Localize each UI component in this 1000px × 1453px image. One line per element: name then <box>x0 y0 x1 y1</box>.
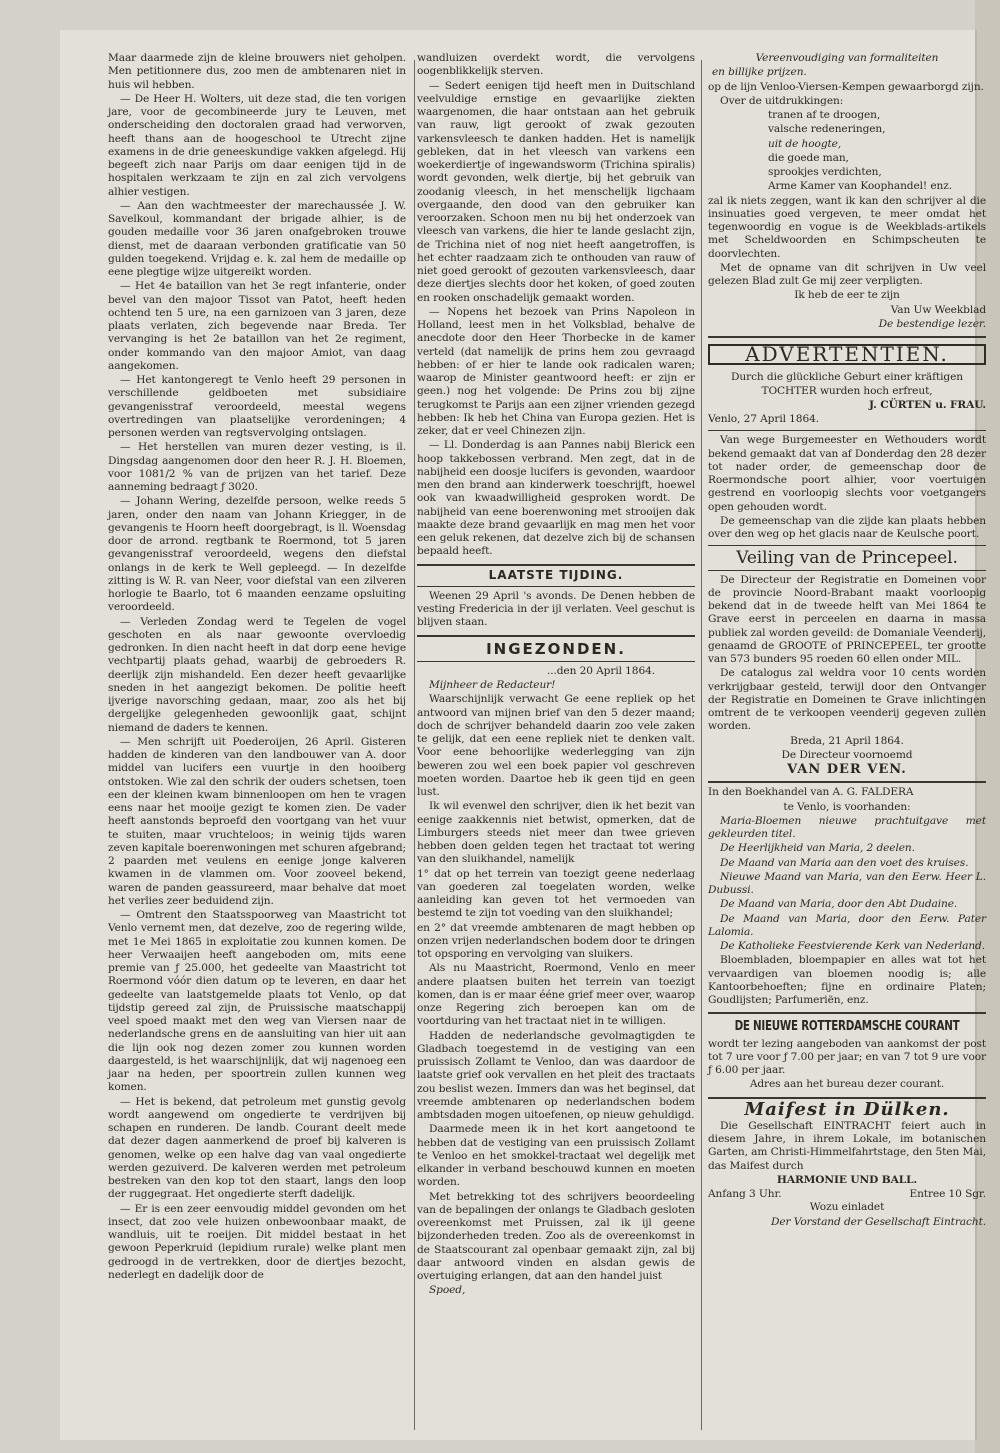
letter-paragraph: Met betrekking tot des schrijvers beoordeeling van de bepalingen der onlangs te Gladbach gesloten overeenkomst met Pruissen, zal ik ijl geene bijzonderheden treden. Zoo als de overeenkomst in de Staatscourant zal openbaar gemaakt zijn, zal bij daar antwoord vinden en alsdan gewis de overtuiging erlangen, dat aan den handel juist <box>417 1190 695 1282</box>
letter-paragraph: Hadden de nederlandsche gevolmagtigden te Gladbach toegestemd in de vestiging van een pruissisch Zollamt te Venloo, dan was daardoor de laatste grief ook vervallen en het pleit des tractaats zou beslist wezen. Immers dan was het beginsel, dat vreemde ambtenaren op nederlandschen bodem ambtsdaden mogen uitoefenen, op nieuw gehuldigd. <box>417 1029 695 1121</box>
column-rule-2 <box>701 60 702 1430</box>
article-paragraph: — De Heer H. Wolters, uit deze stad, die ten vorigen jare, voor de gecombineerde jury te Leuven, met onderscheiding den doctoralen graad had verworven, heeft thans aan de hoogeschool te Utrecht zijne examens in de drie geneeskundige vakken afgelegd. Hij begeeft zich naar Parijs om daar eenigen tijd in de hospitalen werkzaam te zijn en zal zich vervolgens alhier vestigen. <box>108 92 406 198</box>
column-3 <box>708 52 986 1230</box>
ad-divider <box>708 1012 986 1014</box>
ad-divider <box>708 781 986 783</box>
laatste-tijding-heading: LAATSTE TIJDING. <box>488 567 624 582</box>
section-divider <box>417 586 695 587</box>
article-paragraph: — Er is een zeer eenvoudig middel gevonden om het insect, dat zoo vele huizen onbewoonbaar maakt, de wandluis, uit te roeijen. Dit middel bestaat in het gewoon Peperkruid (lepidium rurale) welke plant men gedroogd in de vertrekken, door de diertjes bezocht, nederlegt en dadelijk door de <box>108 1202 406 1281</box>
book-item: De Maand van Maria aan den voet des kruises. <box>720 856 969 869</box>
boekhandel-intro: te Venlo, is voorhanden: <box>783 800 911 813</box>
advertentien-heading: ADVERTENTIEN. <box>708 344 986 365</box>
book-item: De Heerlijkheid van Maria, 2 deelen. <box>720 842 915 855</box>
book-item: Maria-Bloemen nieuwe prachtuitgave met gekleurden titel. <box>708 814 986 840</box>
letter-continuation: Vereenvoudiging van formaliteiten <box>755 52 939 64</box>
quoted-phrase: die goede man, <box>768 151 849 164</box>
ad-divider <box>708 570 986 571</box>
book-item: Nieuwe Maand van Maria, van den Eerw. Heer L. Dubussi. <box>708 870 986 896</box>
article-paragraph: — Johann Wering, dezelfde persoon, welke reeds 5 jaren, onder den naam van Johann Kriegger, in de gevangenis te Hoorn heeft doorgebragt, is ll. Woensdag door de arrond. regtbank te Roermond, tot 5 jaren gevangenisstraf veroordeeld, wegens den diefstal onlangs in de kerk te Well gepleegd. — In dezelfde zitting is W. R. van Neer, voor diefstal van een zilveren horlogie te Baarlo, tot 6 maanden eenzame opsluiting veroordeeld. <box>108 495 406 614</box>
quoted-phrase: uit de hoogte, <box>768 137 842 150</box>
letter-dateline: ...den 20 April 1864. <box>546 664 655 677</box>
maifest-invite: Wozu einladet <box>809 1201 885 1214</box>
letter-paragraph: Waarschijnlijk verwacht Ge eene repliek op het antwoord van mijnen brief van den 5 dezer maand; doch de schrijver behandeld daarin zoo vele zaken te gelijk, dat een eene repliek niet te denken valt. Voor eene behoorlijke wederlegging van zijn beweren zou wel een boek papier vol geschreven moeten worden. Daartoe heb ik geen tijd en geen lust. <box>417 693 695 798</box>
letter-salutation: Mijnheer de Redacteur! <box>429 679 556 691</box>
article-paragraph: — Aan den wachtmeester der marechaussée J. W. Savelkoul, kommandant der brigade alhier, is de gouden medaille voor 36 jaren onafgebroken trouwe dienst, met de daaraan verbonden gratificatie van 50 gulden toegekend. Vrijdag e. k. zal hem de medaille op eene plegtige wijze uitgereikt worden. <box>108 199 406 278</box>
courant-text: wordt ter lezing aangeboden van aankomst der post tot 7 ure voor ƒ 7.00 per jaar; en van 7 tot 9 ure voor ƒ 6.00 per jaar. <box>708 1037 986 1076</box>
letter-continuation: zal ik niets zeggen, want ik kan den schrijver al die insinuaties goed vergeven, te meer omdat het tegenwoordig en vogue is de Weekblads-artikels met Scheldwoorden en Schimpscheuten te doorvlechten. <box>708 194 986 260</box>
quoted-phrase: Arme Kamer van Koophandel! enz. <box>768 180 952 193</box>
maifest-heading: Maifest in Dülken. <box>744 1098 950 1120</box>
municipal-notice: De gemeenschap van die zijde kan plaats hebben over den weg op het glacis naar de Keulsche poort. <box>708 514 986 540</box>
newspaper-page <box>60 30 986 1440</box>
quoted-phrase: sprookjes verdichten, <box>768 166 882 178</box>
letter-continuation: Over de uitdrukkingen: <box>720 94 844 107</box>
letter-paragraph: Daarmede meen ik in het kort aangetoond te hebben dat de vestiging van een pruissisch Zollamt te Venloo en het smokkel-tractaat wel degelijk met elkander in verband beschouwd kunnen en moeten worden. <box>417 1123 695 1189</box>
veiling-heading: Veiling van de Princepeel. <box>736 548 958 569</box>
letter-paragraph: en 2° dat vreemde ambtenaren de magt hebben op onzen vrijen nederlandschen bodem door te dringen tot opsporing en vervolging van sluikers. <box>417 921 695 960</box>
veiling-signer: VAN DER VEN. <box>787 762 907 777</box>
letter-paragraph: 1° dat op het terrein van toezigt geene nederlaag van goederen zal toegelaten worden, welke aanleiding kan geven tot het vermoeden van bestemd te zijn tot voeding van den sluikhandel; <box>417 867 695 920</box>
veiling-text: De catalogus zal weldra voor 10 cents worden verkrijgbaar gesteld, terwijl door den Ontvanger der Registratie en Domeinen te Grave inlichtingen omtrent de te verkoopen veenderij gegeven zullen worden. <box>708 667 986 733</box>
column-1 <box>108 52 406 1283</box>
letter-continued: Spoed, <box>429 1284 466 1297</box>
quoted-phrase: tranen af te droogen, <box>768 109 881 121</box>
birth-announcement: Durch die glückliche Geburt einer kräftigen TOCHTER wurden hoch erfreut, <box>731 371 963 397</box>
article-paragraph: — Nopens het bezoek van Prins Napoleon in Holland, leest men in het Volksblad, behalve de anecdote door den Heer Thorbecke in de kamer verteld (dat namelijk de prins hem zou gevraagd hebben: of er hier te lande ook radicalen waren; waarop de Minister geantwoord heeft: er zijn er geen.) nog het volgende: De Prins zou bij zijne terugkomst te Parijs aan een zijner vrienden gezegd hebben: Ik heb het China van Europa gezien. Het is zeker, dat er veel Chinezen zijn. <box>417 305 695 437</box>
letter-continuation: en billijke prijzen. <box>712 66 807 79</box>
letter-closing: Ik heb de eer te zijn <box>794 289 900 302</box>
article-paragraph: — Het 4e bataillon van het 3e regt infanterie, onder bevel van den majoor Tissot van Patot, heeft heden ochtend ten 5 ure, na een garnizoen van 3 jaren, deze plaats verlaten, zich begevende naar Breda. Ter vervanging is het 2e bataillon van het 2e regiment, onder kommando van den majoor Amiot, van daag aangekomen. <box>108 280 406 372</box>
article-paragraph: — Het herstellen van muren dezer vesting, is il. Dingsdag aangenomen door den heer R. J. H. Bloemen, voor 1081/2 % van de prijzen van het tarief. Deze aanneming bedraagt ƒ 3020. <box>108 441 406 493</box>
quoted-phrase: valsche redeneringen, <box>768 123 886 136</box>
courant-heading: DE NIEUWE ROTTERDAMSCHE COURANT <box>734 1018 960 1035</box>
article-paragraph: — Ll. Donderdag is aan Pannes nabij Blerick een hoop takkebossen verbrand. Men zegt, dat in de nabijheid een doosje lucifers is gevonden, waardoor men den brand aan kinderwerk toeschrijft, hoewel ook van kwaadwilligheid gesproken wordt. De nabijheid van eene boerenwoning met strooijen dak maakte deze brand gevaarlijk en mag men het voor een geluk rekenen, dat dezelve zich bij de schansen bepaald heeft. <box>417 439 695 558</box>
letter-closing: Van Uw Weekblad <box>890 303 986 316</box>
book-item: De Katholieke Feestvierende Kerk van Nederland. <box>720 940 986 952</box>
letter-continuation: op de lijn Venloo-Viersen-Kempen gewaarborgd zijn. <box>708 80 984 93</box>
municipal-notice: Van wege Burgemeester en Wethouders wordt bekend gemaakt dat van af Donderdag den 28 dezer tot nader order, de gemeenschap door de Roermondsche poort alhier, voor voertuigen gestrend en voorloopig slechts voor voetgangers open gehouden wordt. <box>708 434 986 513</box>
ingezonden-heading: INGEZONDEN. <box>486 639 626 658</box>
section-divider <box>417 661 695 662</box>
birth-announcement-names: J. CÜRTEN u. FRAU. <box>869 398 986 411</box>
article-paragraph: — Het kantongeregt te Venlo heeft 29 personen in verschillende geldboeten met subsidiaire gevangenisstraf veroordeeld, meestal wegens overtredingen van plaatselijke verordeningen; 4 personen werden van regtsvervolging ontslagen. <box>108 374 406 439</box>
article-paragraph: — Verleden Zondag werd te Tegelen de vogel geschoten en als naar gewoonte overvloedig gedronken. In dien nacht heeft in dat dorp eene hevige vechtpartij plaats gehad, waarbij de gebroeders R. deerlijk zijn mishandeld. Een dezer heeft gevaarlijke sneden in het aangezigt bekomen. De politie heeft ijverige navorsching gedaan, maar, zoo als het bij dergelijke gelegenheden gewoonlijk gaat, schijnt niemand de daders te kennen. <box>108 615 406 734</box>
courant-address: Adres aan het bureau dezer courant. <box>749 1078 945 1091</box>
column-rule-1 <box>414 60 415 1430</box>
maifest-anfang: Anfang 3 Uhr. <box>708 1188 782 1200</box>
veiling-signer-title: De Directeur voornoemd <box>781 748 913 761</box>
boekhandel-intro: In den Boekhandel van A. G. FALDERA <box>708 786 914 799</box>
veiling-date: Breda, 21 April 1864. <box>790 734 904 747</box>
letter-paragraph: Als nu Maastricht, Roermond, Venlo en meer andere plaatsen buiten het terrein van toezigt komen, dan is er maar ééne grief meer over, waarop onze Regering zich beroepen kan om de voortduring van het tractaat niet in te willigen. <box>417 962 695 1028</box>
article-paragraph: — Sedert eenigen tijd heeft men in Duitschland veelvuldige ernstige en gevaarlijke ziekten waargenomen, die haar ontstaan aan het gebruik van rauw, ligt gerookt of zwak gezouten varkensvleesch te danken hadden. Het is namelijk gebleken, dat in het vleesch van varkens een woekerdiertje of ingewandsworm (Trichina spiralis) wordt gevonden, welk diertje, bij het gebruik van zoodanig vleesch, in het menschelijk ligchaam overgaande, den dood van den gebruiker kan veroorzaken. Schoon men nu bij het onderzoek van vleesch van varkens, die hier te lande geslacht zijn, de Trichina niet of nog niet heeft aangetroffen, is het echter raadzaam zich te onthouden van rauw of niet goed gerookt of gezouten varkensvleesch, daar deze diertjes slechts door het koken, of goed zouten en rooken onschadelijk gemaakt worden. <box>417 79 695 304</box>
maifest-text: Die Gesellschaft EINTRACHT feiert auch in diesem Jahre, in ihrem Lokale, im botanischen Garten, am Christi-Himmelfahrtstage, den 5ten Mai, das Maifest durch <box>708 1119 986 1172</box>
section-divider <box>417 564 695 566</box>
ad-divider <box>708 430 986 431</box>
maifest-signer: Der Vorstand der Gesellschaft Eintracht. <box>770 1215 986 1228</box>
maifest-times <box>708 1188 986 1201</box>
section-divider <box>708 336 986 338</box>
letter-signature: De bestendige lezer. <box>878 317 986 330</box>
book-item: De Maand van Maria, door den Abt Dudaine. <box>720 898 958 911</box>
laatste-tijding-text: Weenen 29 April 's avonds. De Denen hebben de vesting Fredericia in der ijl verlaten. Veel geschut is blijven staan. <box>417 589 695 629</box>
veiling-text: De Directeur der Registratie en Domeinen voor de provincie Noord-Brabant maakt voorloopig bekend dat in de tweede helft van Mei 1864 te Grave eerst in perceelen en daarna in massa publiek zal worden geveild: de Domaniale Veenderij, genaamd de GROOTE of PRINCEPEEL, ter grootte van 573 bunders 95 roeden 60 ellen onder MIL. <box>708 573 986 665</box>
column-2 <box>417 52 695 1299</box>
book-item: Bloembladen, bloempapier en alles wat tot het vervaardigen van bloemen noodig is; alle Kantoorbehoeften; fijne en ordinaire Platen; Goudlijsten; Parfumeriën, enz. <box>708 954 986 1006</box>
section-divider <box>417 635 695 637</box>
maifest-entree: Entree 10 Sgr. <box>909 1188 986 1200</box>
article-paragraph: — Het is bekend, dat petroleum met gunstig gevolg wordt aangewend om ongedierte te verdrijven bij schapen en runderen. De landb. Courant deelt mede dat dezer dagen aanmerkend de proef bij kalveren is genomen, welke op een halve dag van vaal ongedierte werden gezuiverd. De kalveren werden met petroleum bestreken van den kop tot den staart, langs den loop der ruggegraat. Het ongedierte sterft dadelijk. <box>108 1095 406 1201</box>
article-paragraph: — Omtrent den Staatsspoorweg van Maastricht tot Venlo vernemt men, dat dezelve, zoo de regering wilde, met 1e Mei 1865 in exploitatie zou kunnen komen. De heer Verwaaijen heeft aangeboden om, mits eene premie van ƒ 25.000, het gedeelte van Maastricht tot Roermond vóór dien datum op te leveren, en daar het gedeelte van laatstgemelde plaats tot Venlo, op dat tijdstip gereed zal zijn, de Pruissische maatschappij veel spoed maakt met den weg van Viersen naar de nederlandsche grens en de aansluiting van hier uit aan die lijn ook nog dezen zomer zou kunnen worden daargesteld, is het waarschijnlijk, dat wij nagenoeg een jaar na heden, per spoortrein zullen kunnen weg komen. <box>108 909 406 1094</box>
ad-divider <box>708 545 986 546</box>
book-item: De Maand van Maria, door den Eerw. Pater Lalomia. <box>708 912 986 938</box>
article-paragraph: wandluizen overdekt wordt, die vervolgens oogenblikkelijk sterven. <box>417 52 695 78</box>
article-paragraph: — Men schrijft uit Poederoijen, 26 April. Gisteren hadden de kinderen van den landbouwer van A. door middel van lucifers een vuurtje in den hooiberg ontstoken. Wie zal den schrik der ouders schetsen, toen een der kleinen kwam binnenloopen om hen te vragen eens naar het mooije gezigt te komen zien. De vader heeft aanstonds beproefd den voortgang van het vuur te stuiten, maar vruchteloos; in weinig tijds waren zeven kapitale boerenwoningen met schuren afgebrand; 2 paarden met veulens en eenige jonge kalveren kwamen in de vlammen om. Voor zooveel bekend, waren de panden geassureerd, maar behalve dat moet het verlies zeer beduidend zijn. <box>108 735 407 907</box>
birth-announcement-date: Venlo, 27 April 1864. <box>708 413 819 425</box>
letter-paragraph: Ik wil evenwel den schrijver, dien ik het bezit van eenige zaakkennis niet betwist, opmerken, dat de Limburgers steeds niet meer dan twee grieven hebben doen gelden tegen het tractaat tot wering van den sluikhandel, namelijk <box>417 800 695 866</box>
article-paragraph: Maar daarmede zijn de kleine brouwers niet geholpen. Men petitionnere dus, zoo men de ambtenaren niet in huis wil hebben. <box>108 52 406 91</box>
letter-continuation: Met de opname van dit schrijven in Uw veel gelezen Blad zult Ge mij zeer verpligten. <box>708 261 986 287</box>
maifest-event: HARMONIE UND BALL. <box>776 1173 918 1186</box>
